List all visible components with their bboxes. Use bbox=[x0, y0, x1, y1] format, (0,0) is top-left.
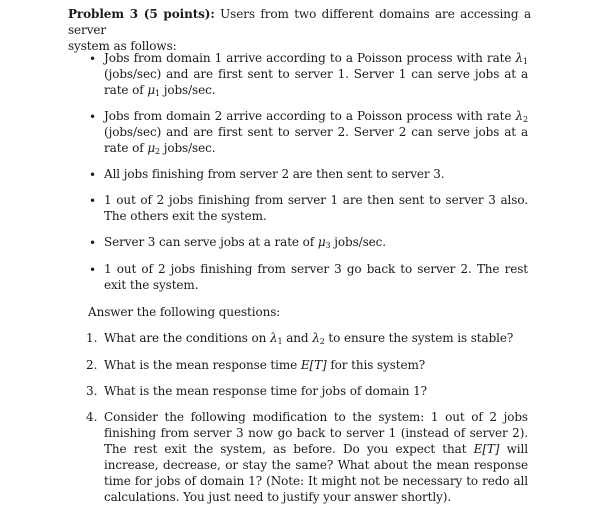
bullet-marker: • bbox=[89, 236, 97, 250]
question-number: 1. bbox=[86, 331, 98, 345]
question-number: 3. bbox=[86, 384, 98, 398]
answer-intro: Answer the following questions: bbox=[88, 305, 281, 319]
question-number: 2. bbox=[86, 358, 98, 372]
question-4: Consider the following modification to the system: 1 out of 2 jobs finishing from server 3 now go back to server 1 (instead of server 2). The rest exit the system, as before. Do you expect that E[T] will increase, decrease, or stay the same? What about the mean response time for jobs of domain 1? (Note: It might not be necessary to redo all calculations. You just need to justify your answer shortly). bbox=[104, 410, 528, 504]
bullet-item-5: Server 3 can serve jobs at a rate of $\mu_3$ jobs/sec. bbox=[104, 235, 386, 250]
question-1: What are the conditions on $\lambda_1$ and $\lambda_2$ to ensure the system is stable? bbox=[104, 331, 514, 346]
bullet-marker: • bbox=[89, 263, 97, 277]
question-number: 4. bbox=[86, 410, 98, 424]
problem-intro-a: Users from two different domains are accessing a server bbox=[68, 7, 531, 37]
question-3: What is the mean response time for jobs of domain 1? bbox=[104, 384, 427, 398]
bullet-marker: • bbox=[89, 52, 97, 66]
bullet-marker: • bbox=[89, 168, 97, 182]
bullet-item-3: All jobs finishing from server 2 are then sent to server 3. bbox=[104, 167, 445, 181]
bullet-marker: • bbox=[89, 110, 97, 124]
bullet-item-1: Jobs from domain 1 arrive according to a Poisson process with rate $\lambda_1$ (jobs/sec) and are first sent to server 1. Server 1 can serve jobs at a rate of $\mu_1$ jobs/sec. bbox=[104, 51, 528, 98]
problem-heading: Problem 3 (5 points): bbox=[68, 7, 215, 21]
bullet-marker: • bbox=[89, 194, 97, 208]
question-2: What is the mean response time E[T] for this system? bbox=[104, 358, 426, 372]
bullet-item-6: 1 out of 2 jobs finishing from server 3 go back to server 2. The rest exit the system. bbox=[104, 262, 528, 292]
bullet-item-4: 1 out of 2 jobs finishing from server 1 are then sent to server 3 also. The others exit the system. bbox=[104, 193, 528, 223]
bullet-item-2: Jobs from domain 2 arrive according to a Poisson process with rate $\lambda_2$ (jobs/sec) and are first sent to server 2. Server 2 can serve jobs at a rate of $\mu_2$ jobs/sec. bbox=[104, 109, 528, 156]
problem-intro-b: system as follows: bbox=[68, 39, 177, 53]
problem-statement bbox=[68, 6, 531, 54]
